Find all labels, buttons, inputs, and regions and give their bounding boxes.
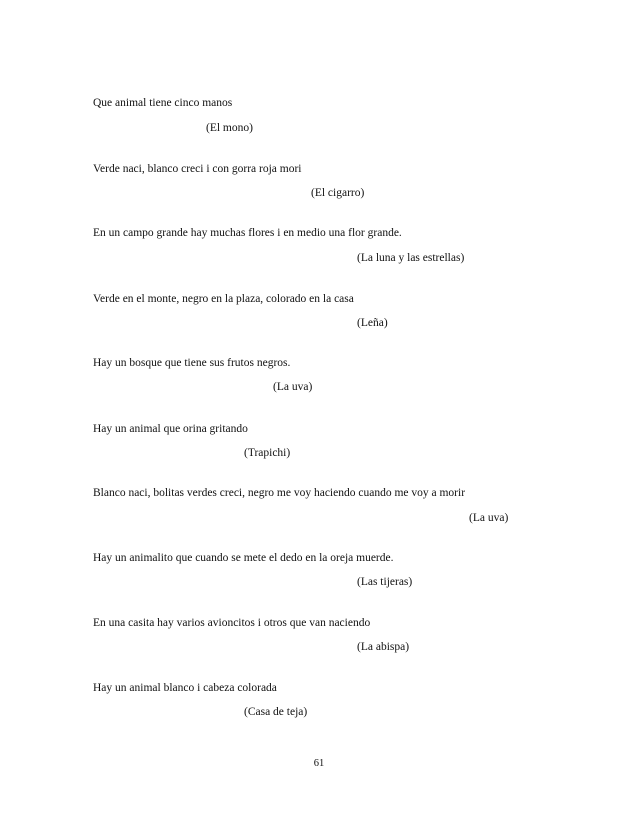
riddle-question: Verde en el monte, negro en la plaza, colorado en la casa	[93, 293, 354, 305]
riddle-question: Que animal tiene cinco manos	[93, 97, 233, 109]
riddle-question: En una casita hay varios avioncitos i otros que van naciendo	[93, 617, 371, 629]
riddle-answer: (El mono)	[206, 122, 253, 134]
riddle-answer: (Trapichi)	[244, 447, 291, 459]
riddle-answer: (La uva)	[273, 381, 313, 393]
riddle-answer: (Casa de teja)	[244, 706, 308, 718]
riddle-question: En un campo grande hay muchas flores i en medio una flor grande.	[93, 227, 402, 239]
page-number: 61	[313, 758, 325, 769]
riddle-answer: (La luna y las estrellas)	[357, 252, 465, 264]
riddle-answer: (La uva)	[469, 512, 509, 524]
riddle-question: Hay un animalito que cuando se mete el dedo en la oreja muerde.	[93, 552, 394, 564]
riddle-answer: (Leña)	[357, 317, 388, 329]
riddle-question: Verde naci, blanco creci i con gorra roja mori	[93, 163, 302, 175]
riddle-question: Hay un animal blanco i cabeza colorada	[93, 682, 277, 694]
riddle-question: Hay un bosque que tiene sus frutos negros.	[93, 357, 291, 369]
riddle-answer: (El cigarro)	[311, 187, 365, 199]
riddle-answer: (Las tijeras)	[357, 576, 413, 588]
riddle-question: Hay un animal que orina gritando	[93, 423, 248, 435]
riddle-question: Blanco naci, bolitas verdes creci, negro me voy haciendo cuando me voy a morir	[93, 487, 466, 499]
riddle-answer: (La abispa)	[357, 641, 410, 653]
